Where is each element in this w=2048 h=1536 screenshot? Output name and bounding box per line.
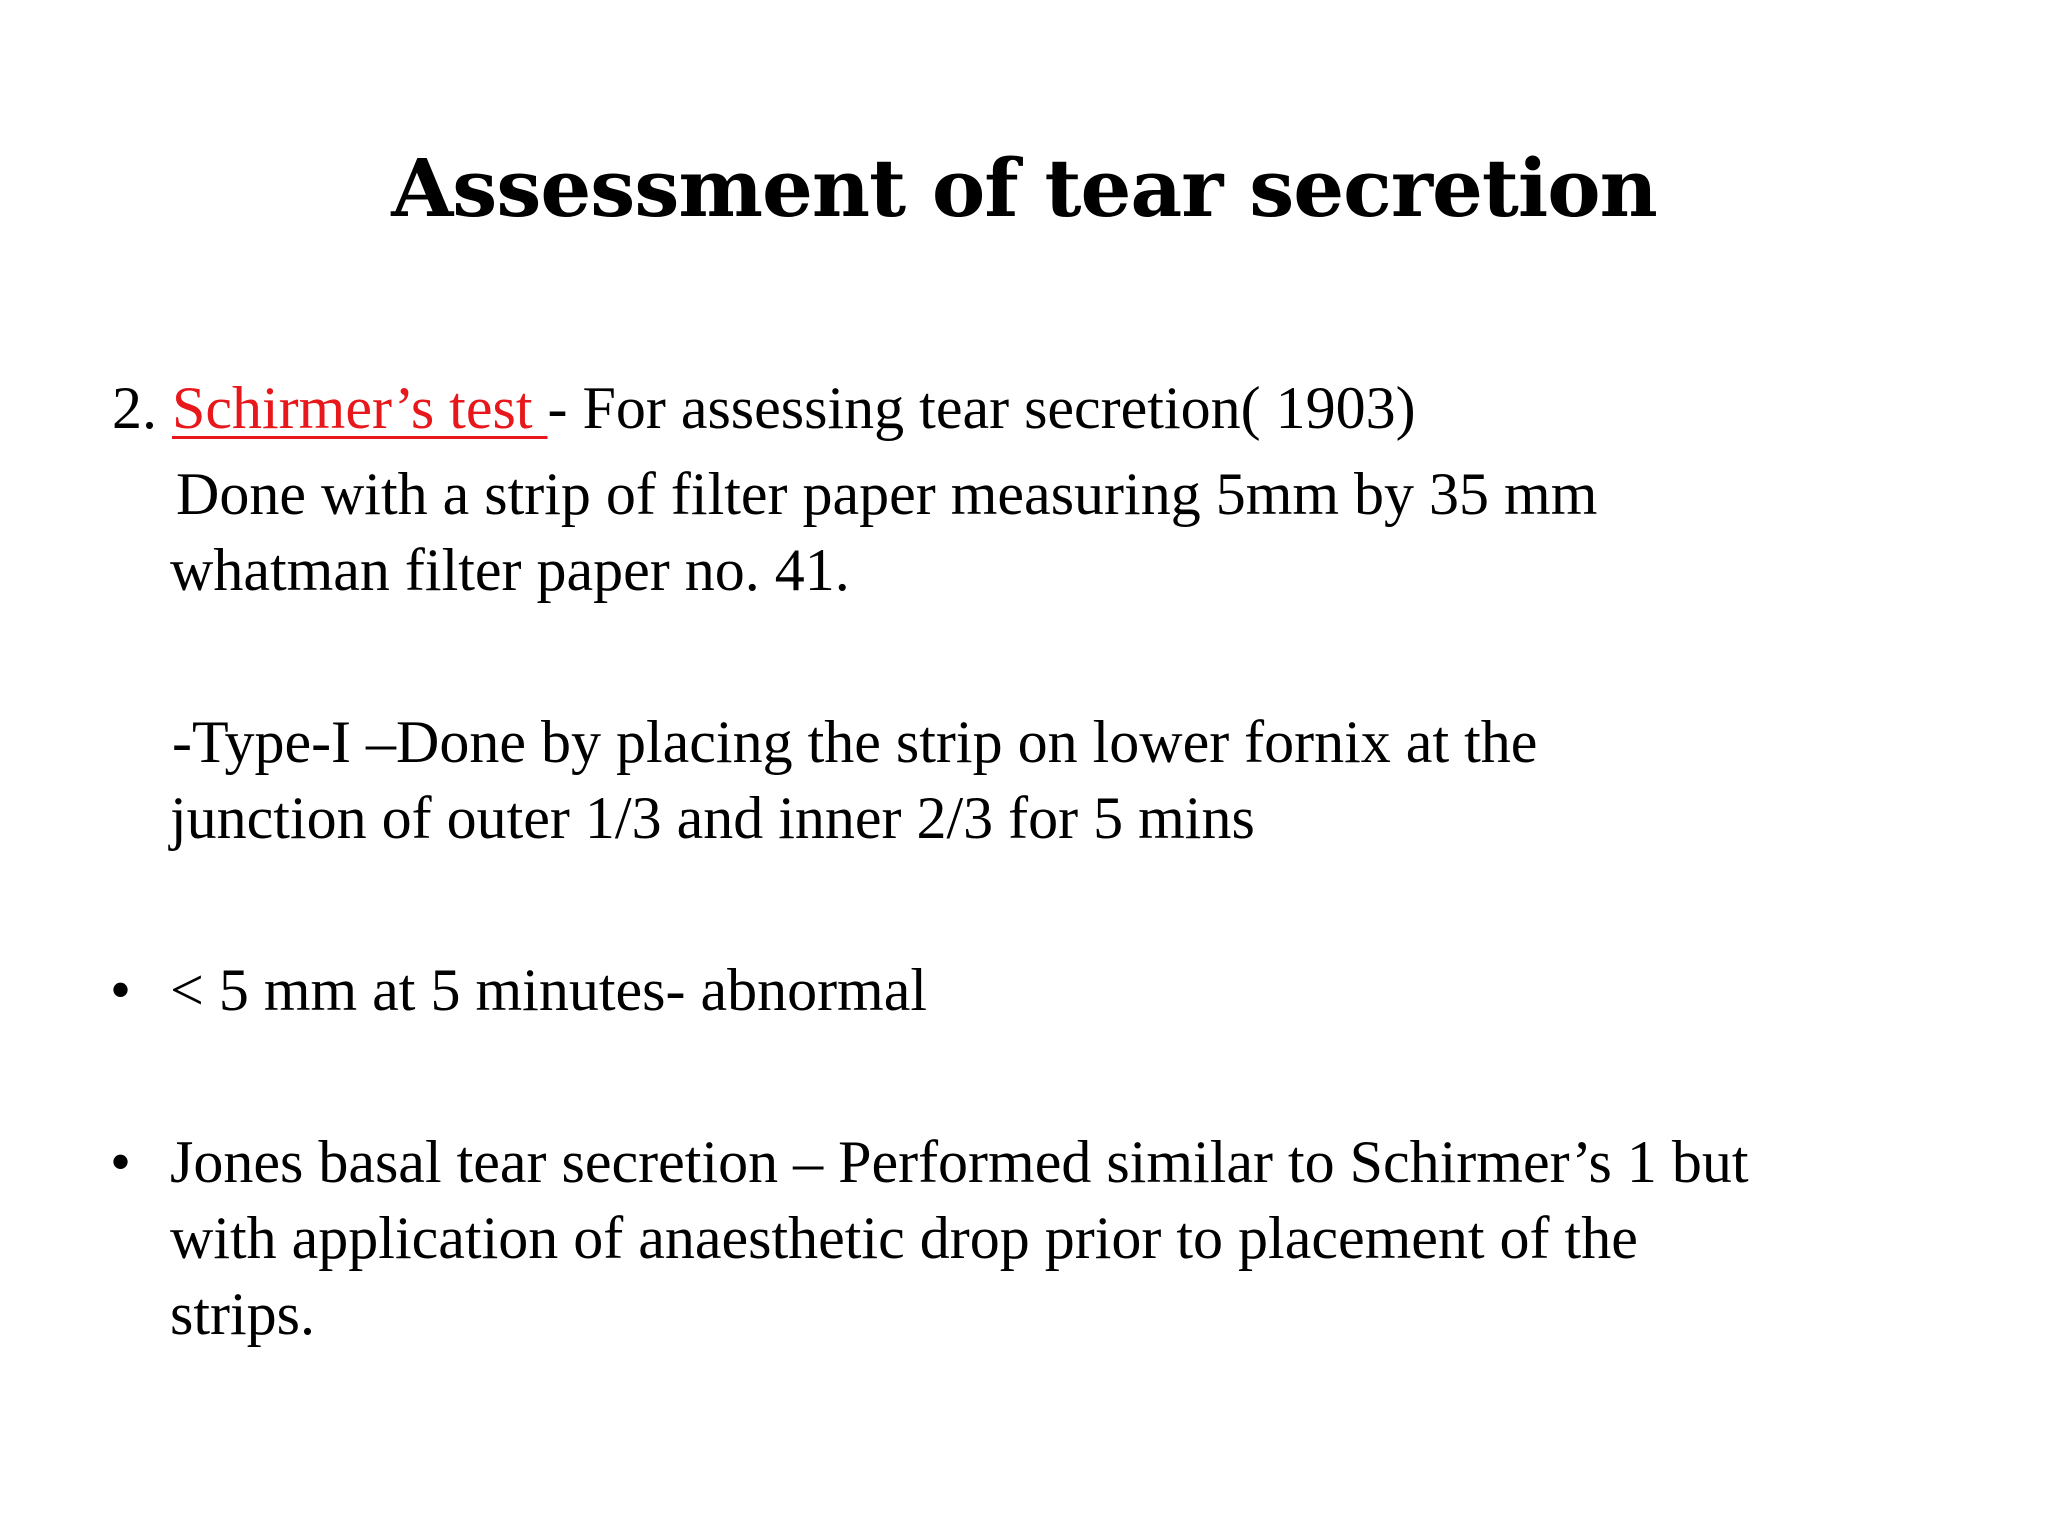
slide-title: Assessment of tear secretion [391,141,1657,235]
item-heading-line [112,370,1416,446]
bullet-1-dot: • [110,957,132,1023]
bullet-2-line-3: strips. [170,1281,316,1347]
bullet-1-text: < 5 mm at 5 minutes- abnormal [170,957,928,1023]
schirmers-test-link[interactable]: Schirmer’s test [172,375,548,441]
type-line-2: junction of outer 1/3 and inner 2/3 for 5 mins [170,785,1255,851]
description-line-2: whatman filter paper no. 41. [170,537,850,603]
type-line-1: -Type-I –Done by placing the strip on lower fornix at the [172,709,1538,775]
bullet-2-line-1: Jones basal tear secretion – Performed similar to Schirmer’s 1 but [170,1129,1749,1195]
item-number: 2. [112,375,172,441]
bullet-2-line-2: with application of anaesthetic drop prior to placement of the [170,1205,1638,1271]
bullet-2-dot: • [110,1129,132,1195]
description-line-1: Done with a strip of filter paper measuring 5mm by 35 mm [176,461,1598,527]
item-heading-rest: - For assessing tear secretion( 1903) [547,375,1416,441]
